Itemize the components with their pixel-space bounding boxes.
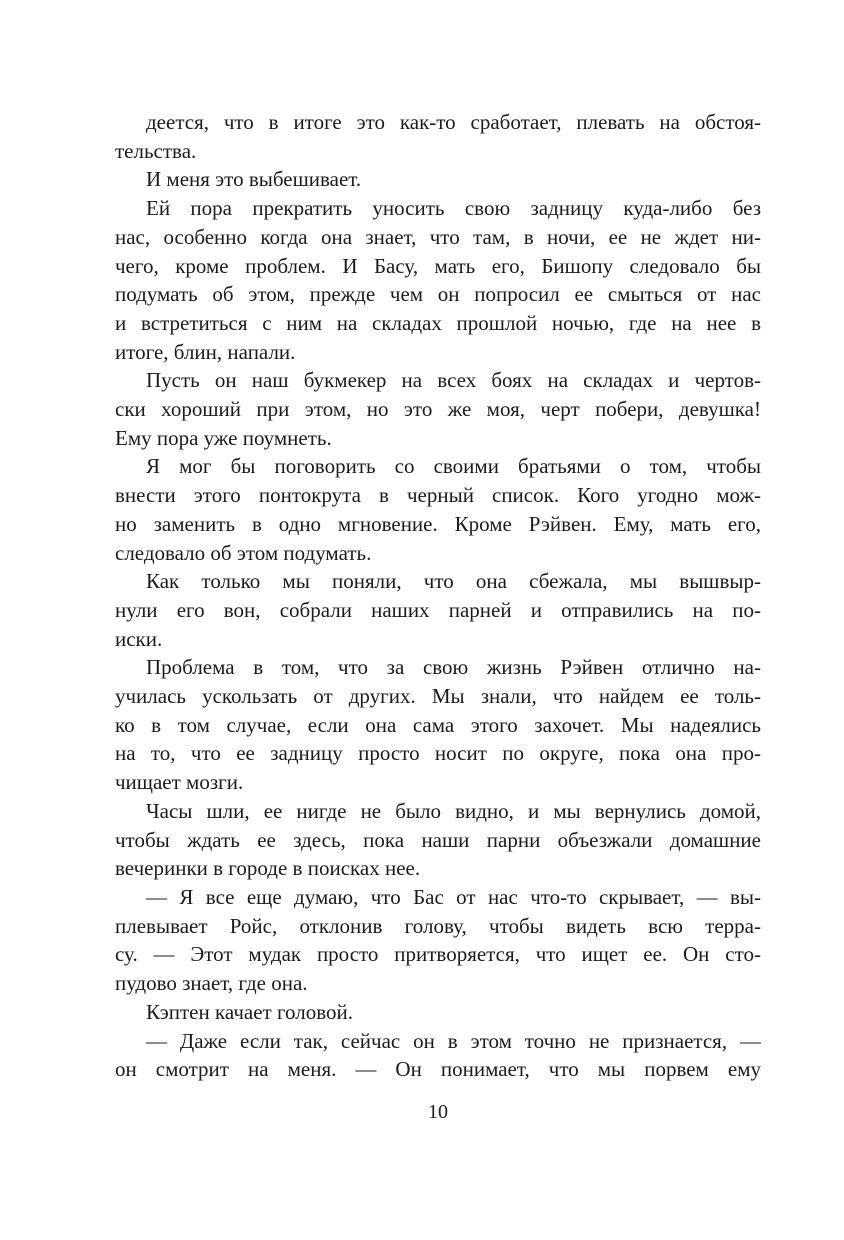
text-line: Как только мы поняли, что она сбежала, мы вышвыр-	[146, 569, 761, 594]
text-line: Пусть он наш букмекер на всех боях на складах и чертов-	[146, 368, 761, 393]
page-footer	[115, 1100, 761, 1124]
text-line: итоге, блин, напали.	[115, 339, 296, 364]
text-line: чего, кроме проблем. И Басу, мать его, Бишопу следовало бы	[115, 253, 761, 278]
text-line: подумать об этом, прежде чем он попросил ее смыться от нас	[115, 282, 761, 307]
paragraph	[115, 1027, 761, 1084]
text-line: ко в том случае, если она сама этого захочет. Мы надеялись	[115, 712, 761, 737]
text-line: нас, особенно когда она знает, что там, в ночи, ее не ждет ни-	[115, 224, 761, 249]
page-number: 10	[428, 1101, 448, 1123]
text-line: пудово знает, где она.	[115, 971, 308, 996]
text-line: внести этого понтокрута в черный список. Кого угодно мож-	[115, 483, 761, 508]
paragraph	[115, 108, 761, 165]
text-line: ски хороший при этом, но это же моя, черт побери, девушка!	[115, 397, 761, 422]
text-line: вечеринки в городе в поисках нее.	[115, 856, 421, 881]
text-line: — Даже если так, сейчас он в этом точно не признается, —	[146, 1028, 761, 1053]
text-line: Ему пора уже поумнеть.	[115, 425, 332, 450]
paragraph	[115, 653, 761, 797]
text-line: Я мог бы поговорить со своими братьями о том, чтобы	[146, 454, 761, 479]
paragraph	[115, 883, 761, 998]
paragraph	[115, 366, 761, 452]
text-line: чищает мозги.	[115, 770, 244, 795]
paragraph	[115, 797, 761, 883]
text-line: — Я все еще думаю, что Бас от нас что-то скрывает, — вы-	[146, 884, 761, 909]
text-line: на то, что ее задницу просто носит по округе, пока она про-	[115, 741, 761, 766]
paragraph	[115, 998, 761, 1027]
text-line: Кэптен качает головой.	[146, 999, 354, 1024]
paragraph	[115, 567, 761, 653]
text-line: плевывает Ройс, отклонив голову, чтобы видеть всю терра-	[115, 913, 761, 938]
text-line: училась ускользать от других. Мы знали, что найдем ее толь-	[115, 684, 761, 709]
text-line: и встретиться с ним на складах прошлой ночью, где на нее в	[115, 310, 761, 335]
text-line: следовало об этом подумать.	[115, 540, 372, 565]
page-text	[115, 108, 761, 1084]
text-line: но заменить в одно мгновение. Кроме Рэйвен. Ему, мать его,	[115, 511, 761, 536]
paragraph	[115, 165, 761, 194]
text-line: Ей пора прекратить уносить свою задницу куда-либо без	[146, 196, 761, 221]
text-line: тельства.	[115, 138, 197, 163]
text-line: он смотрит на меня. — Он понимает, что мы порвем ему	[115, 1057, 761, 1082]
paragraph	[115, 452, 761, 567]
paragraph	[115, 194, 761, 366]
text-line: иски.	[115, 626, 163, 651]
text-line: су. — Этот мудак просто притворяется, что ищет ее. Он сто-	[115, 942, 761, 967]
text-line: И меня это выбешивает.	[146, 167, 362, 192]
text-line: Часы шли, ее нигде не было видно, и мы вернулись домой,	[146, 798, 761, 823]
text-line: нули его вон, собрали наших парней и отправились на по-	[115, 597, 761, 622]
text-line: чтобы ждать ее здесь, пока наши парни объезжали домашние	[115, 827, 761, 852]
text-line: деется, что в итоге это как-то сработает, плевать на обстоя-	[146, 110, 761, 134]
text-line: Проблема в том, что за свою жизнь Рэйвен отлично на-	[146, 655, 761, 680]
